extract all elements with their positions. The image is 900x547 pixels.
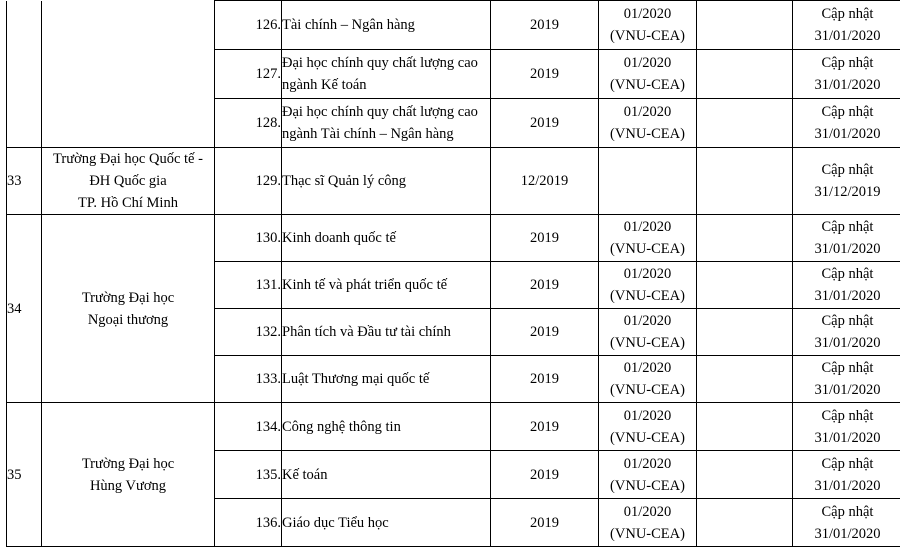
note-cell: Cập nhật 31/01/2020 (793, 215, 900, 262)
evaluation-year: 2019 (491, 99, 599, 148)
program-name: Thạc sĩ Quản lý công (282, 148, 491, 215)
accreditation-info: 01/2020 (VNU-CEA) (599, 1, 697, 50)
evaluation-year: 2019 (491, 1, 599, 50)
accreditation-info: 01/2020 (VNU-CEA) (599, 50, 697, 99)
program-number: 133. (215, 356, 282, 403)
accreditation-info: 01/2020 (VNU-CEA) (599, 356, 697, 403)
note-cell: Cập nhật 31/12/2019 (793, 148, 900, 215)
school-cell: Trường Đại học Quốc tế - ĐH Quốc gia TP. Hồ Chí Minh (42, 148, 215, 215)
evaluation-year: 2019 (491, 403, 599, 451)
program-number: 126. (215, 1, 282, 50)
evaluation-year: 2019 (491, 215, 599, 262)
accreditation-info (599, 148, 697, 215)
program-number: 135. (215, 451, 282, 499)
empty-cell (697, 309, 793, 356)
empty-cell (697, 356, 793, 403)
accreditation-info: 01/2020 (VNU-CEA) (599, 262, 697, 309)
note-cell: Cập nhật 31/01/2020 (793, 99, 900, 148)
program-name: Đại học chính quy chất lượng cao ngành Tài chính – Ngân hàng (282, 99, 491, 148)
evaluation-year: 2019 (491, 356, 599, 403)
program-number: 134. (215, 403, 282, 451)
program-number: 129. (215, 148, 282, 215)
program-name: Kinh doanh quốc tế (282, 215, 491, 262)
table-row (7, 215, 900, 262)
evaluation-year: 2019 (491, 451, 599, 499)
table-row (7, 148, 900, 215)
empty-cell (697, 215, 793, 262)
school-cell (42, 1, 215, 148)
evaluation-year: 2019 (491, 499, 599, 547)
program-name: Kế toán (282, 451, 491, 499)
program-name: Luật Thương mại quốc tế (282, 356, 491, 403)
school-cell: Trường Đại học Hùng Vương (42, 403, 215, 547)
evaluation-year: 2019 (491, 50, 599, 99)
note-cell: Cập nhật 31/01/2020 (793, 451, 900, 499)
note-cell: Cập nhật 31/01/2020 (793, 499, 900, 547)
stt-cell (7, 1, 42, 148)
accreditation-info: 01/2020 (VNU-CEA) (599, 403, 697, 451)
empty-cell (697, 499, 793, 547)
program-number: 128. (215, 99, 282, 148)
note-cell: Cập nhật 31/01/2020 (793, 309, 900, 356)
note-cell: Cập nhật 31/01/2020 (793, 262, 900, 309)
accreditation-info: 01/2020 (VNU-CEA) (599, 99, 697, 148)
program-number: 132. (215, 309, 282, 356)
empty-cell (697, 1, 793, 50)
empty-cell (697, 262, 793, 309)
school-cell: Trường Đại học Ngoại thương (42, 215, 215, 403)
stt-cell: 35 (7, 403, 42, 547)
accreditation-info: 01/2020 (VNU-CEA) (599, 309, 697, 356)
empty-cell (697, 148, 793, 215)
evaluation-year: 12/2019 (491, 148, 599, 215)
table-row (7, 403, 900, 451)
empty-cell (697, 99, 793, 148)
program-name: Giáo dục Tiểu học (282, 499, 491, 547)
accreditation-table (6, 0, 900, 547)
table-row (7, 1, 900, 50)
empty-cell (697, 451, 793, 499)
program-number: 130. (215, 215, 282, 262)
note-cell: Cập nhật 31/01/2020 (793, 50, 900, 99)
stt-cell: 33 (7, 148, 42, 215)
program-name: Tài chính – Ngân hàng (282, 1, 491, 50)
program-number: 131. (215, 262, 282, 309)
evaluation-year: 2019 (491, 262, 599, 309)
empty-cell (697, 403, 793, 451)
program-number: 136. (215, 499, 282, 547)
empty-cell (697, 50, 793, 99)
note-cell: Cập nhật 31/01/2020 (793, 403, 900, 451)
program-name: Công nghệ thông tin (282, 403, 491, 451)
accreditation-info: 01/2020 (VNU-CEA) (599, 499, 697, 547)
accreditation-info: 01/2020 (VNU-CEA) (599, 215, 697, 262)
program-name: Đại học chính quy chất lượng cao ngành Kế toán (282, 50, 491, 99)
accreditation-info: 01/2020 (VNU-CEA) (599, 451, 697, 499)
note-cell: Cập nhật 31/01/2020 (793, 356, 900, 403)
program-number: 127. (215, 50, 282, 99)
evaluation-year: 2019 (491, 309, 599, 356)
program-name: Phân tích và Đầu tư tài chính (282, 309, 491, 356)
stt-cell: 34 (7, 215, 42, 403)
program-name: Kinh tế và phát triển quốc tế (282, 262, 491, 309)
note-cell: Cập nhật 31/01/2020 (793, 1, 900, 50)
